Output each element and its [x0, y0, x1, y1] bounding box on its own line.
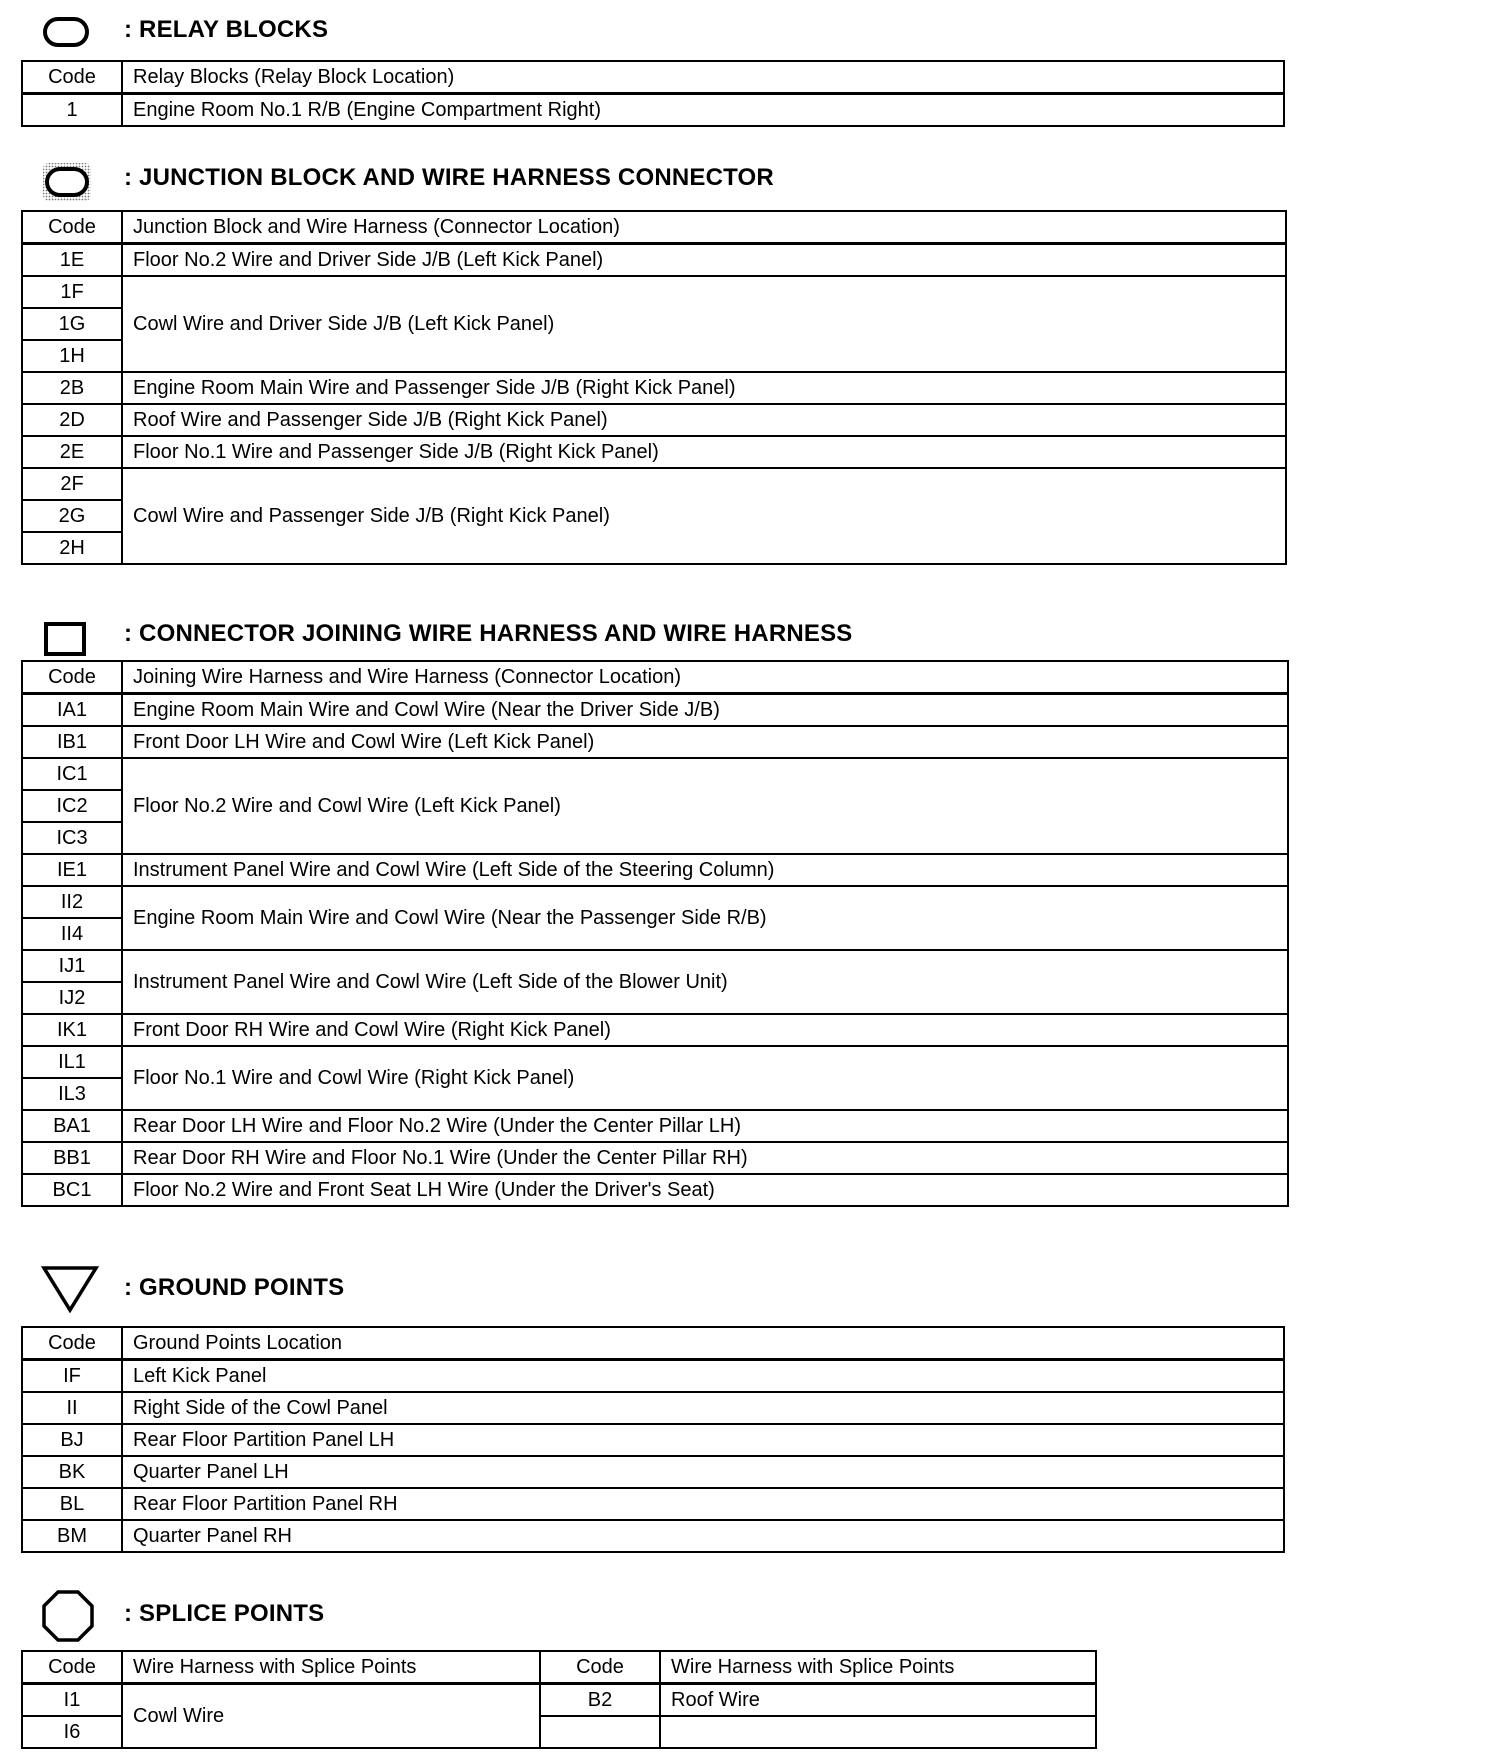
junction-block-header [0, 158, 1504, 202]
table-row [22, 1684, 1096, 1717]
connector-joining-title: : CONNECTOR JOINING WIRE HARNESS AND WIRE HARNESS [124, 620, 853, 647]
octagon-icon [40, 1588, 96, 1644]
location-cell: Right Side of the Cowl Panel [122, 1392, 1284, 1424]
table-header-row [22, 61, 1284, 94]
wire-harness-header-right: Wire Harness with Splice Points [660, 1651, 1096, 1684]
code-cell: IJ2 [22, 982, 122, 1014]
table-row [22, 1174, 1288, 1206]
table-row [22, 1360, 1284, 1393]
code-cell: I1 [22, 1684, 122, 1717]
location-cell: Engine Room No.1 R/B (Engine Compartment Right) [122, 94, 1284, 127]
table-row [22, 1142, 1288, 1174]
table-row [22, 950, 1288, 982]
location-cell: Floor No.2 Wire and Cowl Wire (Left Kick Panel) [122, 758, 1288, 854]
code-cell: I6 [22, 1716, 122, 1748]
code-cell: 2E [22, 436, 122, 468]
code-header: Code [22, 61, 122, 94]
location-cell: Engine Room Main Wire and Cowl Wire (Near the Passenger Side R/B) [122, 886, 1288, 950]
table-row [22, 372, 1286, 404]
location-cell: Cowl Wire and Passenger Side J/B (Right Kick Panel) [122, 468, 1286, 564]
code-cell: 2D [22, 404, 122, 436]
table-row [22, 1110, 1288, 1142]
table-row [22, 436, 1286, 468]
wire-harness-cell-right: Roof Wire [660, 1684, 1096, 1717]
table-row [22, 758, 1288, 790]
location-cell: Engine Room Main Wire and Cowl Wire (Near the Driver Side J/B) [122, 694, 1288, 727]
table-header-row [22, 1651, 1096, 1684]
location-header: Joining Wire Harness and Wire Harness (Connector Location) [122, 661, 1288, 694]
code-cell: IL3 [22, 1078, 122, 1110]
table-row [22, 468, 1286, 500]
location-cell: Left Kick Panel [122, 1360, 1284, 1393]
splice-points-title: : SPLICE POINTS [124, 1600, 325, 1627]
empty-code-cell [540, 1716, 660, 1748]
wire-harness-header: Wire Harness with Splice Points [122, 1651, 540, 1684]
splice-points-table [21, 1650, 1097, 1749]
location-cell: Rear Floor Partition Panel RH [122, 1488, 1284, 1520]
code-cell: 2G [22, 500, 122, 532]
code-header-right: Code [540, 1651, 660, 1684]
code-cell: 1H [22, 340, 122, 372]
code-cell: BK [22, 1456, 122, 1488]
relay-blocks-title: : RELAY BLOCKS [124, 16, 329, 43]
code-cell: BL [22, 1488, 122, 1520]
shaded-rounded-rectangle-icon [42, 162, 92, 202]
code-cell: BC1 [22, 1174, 122, 1206]
code-cell: IB1 [22, 726, 122, 758]
code-cell: IC1 [22, 758, 122, 790]
square-icon [42, 618, 90, 658]
splice-points-section [0, 1590, 1504, 1743]
location-cell: Rear Door LH Wire and Floor No.2 Wire (Under the Center Pillar LH) [122, 1110, 1288, 1142]
code-cell: 1F [22, 276, 122, 308]
code-cell: 2H [22, 532, 122, 564]
location-cell: Front Door LH Wire and Cowl Wire (Left Kick Panel) [122, 726, 1288, 758]
location-cell: Rear Door RH Wire and Floor No.1 Wire (Under the Center Pillar RH) [122, 1142, 1288, 1174]
location-cell: Front Door RH Wire and Cowl Wire (Right Kick Panel) [122, 1014, 1288, 1046]
location-cell: Quarter Panel LH [122, 1456, 1284, 1488]
code-cell: 1 [22, 94, 122, 127]
location-cell: Quarter Panel RH [122, 1520, 1284, 1552]
code-cell: BJ [22, 1424, 122, 1456]
ground-points-table [21, 1326, 1285, 1553]
location-header: Junction Block and Wire Harness (Connector Location) [122, 211, 1286, 244]
code-cell: IF [22, 1360, 122, 1393]
location-cell: Instrument Panel Wire and Cowl Wire (Left Side of the Blower Unit) [122, 950, 1288, 1014]
connector-joining-section [0, 614, 1504, 1201]
code-cell: IL1 [22, 1046, 122, 1078]
junction-block-table [21, 210, 1287, 565]
code-cell: IA1 [22, 694, 122, 727]
code-cell: IC2 [22, 790, 122, 822]
location-cell: Floor No.1 Wire and Cowl Wire (Right Kick Panel) [122, 1046, 1288, 1110]
splice-points-header [0, 1590, 1504, 1634]
code-header: Code [22, 1327, 122, 1360]
ground-points-header [0, 1266, 1504, 1310]
code-cell: IK1 [22, 1014, 122, 1046]
location-cell: Engine Room Main Wire and Passenger Side J/B (Right Kick Panel) [122, 372, 1286, 404]
table-header-row [22, 661, 1288, 694]
location-cell: Instrument Panel Wire and Cowl Wire (Left Side of the Steering Column) [122, 854, 1288, 886]
location-header: Relay Blocks (Relay Block Location) [122, 61, 1284, 94]
empty-wire-harness-cell [660, 1716, 1096, 1748]
code-cell: BM [22, 1520, 122, 1552]
location-cell: Floor No.1 Wire and Passenger Side J/B (Right Kick Panel) [122, 436, 1286, 468]
code-cell: II4 [22, 918, 122, 950]
table-row [22, 1014, 1288, 1046]
location-cell: Rear Floor Partition Panel LH [122, 1424, 1284, 1456]
code-cell: BB1 [22, 1142, 122, 1174]
table-row [22, 244, 1286, 277]
table-row [22, 886, 1288, 918]
code-cell: IJ1 [22, 950, 122, 982]
table-row [22, 726, 1288, 758]
code-cell: 2B [22, 372, 122, 404]
code-cell: IE1 [22, 854, 122, 886]
connector-joining-table [21, 660, 1289, 1207]
table-row [22, 1392, 1284, 1424]
rounded-rectangle-icon [42, 14, 90, 50]
table-row [22, 854, 1288, 886]
code-header: Code [22, 211, 122, 244]
location-header: Ground Points Location [122, 1327, 1284, 1360]
table-row [22, 1488, 1284, 1520]
table-row [22, 404, 1286, 436]
table-row [22, 1456, 1284, 1488]
code-cell: BA1 [22, 1110, 122, 1142]
code-cell: IC3 [22, 822, 122, 854]
table-row [22, 694, 1288, 727]
relay-blocks-section [0, 10, 1504, 121]
table-row [22, 1520, 1284, 1552]
location-cell: Floor No.2 Wire and Driver Side J/B (Left Kick Panel) [122, 244, 1286, 277]
wire-harness-cell: Cowl Wire [122, 1684, 540, 1749]
code-cell: 1E [22, 244, 122, 277]
connector-joining-header [0, 614, 1504, 658]
table-row [22, 1424, 1284, 1456]
table-row [22, 1046, 1288, 1078]
code-header: Code [22, 661, 122, 694]
code-cell: II [22, 1392, 122, 1424]
location-cell: Roof Wire and Passenger Side J/B (Right Kick Panel) [122, 404, 1286, 436]
code-cell: 2F [22, 468, 122, 500]
table-row [22, 94, 1284, 127]
ground-points-title: : GROUND POINTS [124, 1274, 345, 1301]
relay-blocks-table [21, 60, 1285, 127]
junction-block-section [0, 158, 1504, 559]
table-header-row [22, 1327, 1284, 1360]
location-cell: Cowl Wire and Driver Side J/B (Left Kick Panel) [122, 276, 1286, 372]
table-header-row [22, 211, 1286, 244]
relay-blocks-header [0, 10, 1504, 54]
table-row [22, 276, 1286, 308]
ground-points-section [0, 1266, 1504, 1547]
junction-block-title: : JUNCTION BLOCK AND WIRE HARNESS CONNECTOR [124, 164, 774, 191]
down-triangle-icon [40, 1264, 100, 1314]
location-cell: Floor No.2 Wire and Front Seat LH Wire (Under the Driver's Seat) [122, 1174, 1288, 1206]
code-cell-right: B2 [540, 1684, 660, 1717]
code-cell: II2 [22, 886, 122, 918]
code-cell: 1G [22, 308, 122, 340]
code-header: Code [22, 1651, 122, 1684]
